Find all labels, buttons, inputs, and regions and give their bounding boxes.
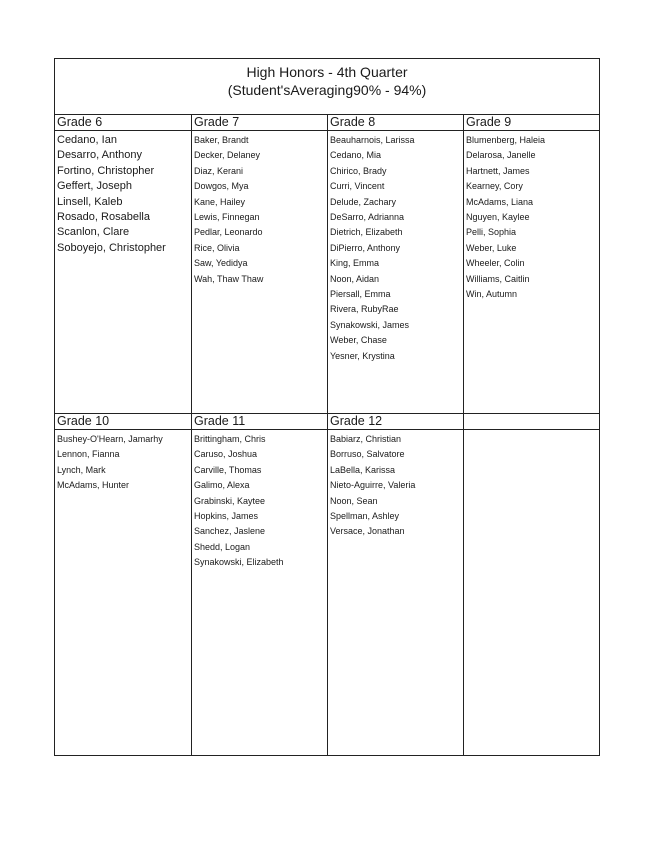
student-name: LaBella, Karissa (330, 464, 396, 475)
student-name: Weber, Chase (330, 335, 387, 346)
student-name: Noon, Aidan (330, 273, 380, 284)
student-name: Dowgos, Mya (194, 181, 249, 192)
student-name: Hartnett, James (466, 165, 530, 176)
student-name: Spellman, Ashley (330, 511, 400, 522)
student-name: Desarro, Anthony (57, 149, 142, 162)
student-name: Linsell, Kaleb (57, 195, 123, 208)
student-name: McAdams, Hunter (57, 480, 130, 491)
student-name: Synakowski, Elizabeth (194, 557, 284, 568)
student-name: Yesner, Krystina (330, 350, 395, 361)
student-name: Pelli, Sophia (466, 227, 517, 238)
grade-header: Grade 8 (328, 115, 463, 131)
student-name: Pedlar, Leonardo (194, 227, 263, 238)
student-name: Wheeler, Colin (466, 258, 525, 269)
student-name: Beauharnois, Larissa (330, 135, 415, 145)
grade-header: Grade 7 (192, 115, 327, 131)
student-name: Geffert, Joseph (57, 180, 133, 193)
student-list (192, 430, 327, 571)
student-name: Delarosa, Janelle (466, 150, 536, 161)
student-name: Nguyen, Kaylee (466, 212, 530, 223)
student-name: Chirico, Brady (330, 165, 387, 176)
title-line-2: (Student'sAveraging90% - 94%) (227, 82, 427, 98)
student-name: DeSarro, Adrianna (330, 212, 405, 223)
grade-column (192, 413, 328, 755)
student-name: Rosado, Rosabella (57, 211, 150, 224)
student-list (192, 131, 327, 287)
empty-cell (464, 413, 600, 755)
student-name: Shedd, Logan (194, 541, 251, 552)
grade-header: Grade 12 (328, 414, 463, 430)
student-name: Lennon, Fianna (57, 449, 120, 460)
student-name: Synakowski, James (330, 319, 410, 330)
student-name: Williams, Caitlin (466, 273, 530, 284)
student-name: Kearney, Cory (466, 181, 523, 192)
student-name: Noon, Sean (330, 495, 378, 506)
grade-header: Grade 9 (464, 115, 600, 131)
grade-column (328, 413, 464, 755)
grade-column (464, 115, 600, 413)
student-name: Brittingham, Chris (194, 434, 266, 444)
student-name: Curri, Vincent (330, 181, 385, 192)
student-name: DiPierro, Anthony (330, 242, 401, 253)
student-name: Saw, Yedidya (194, 258, 248, 269)
student-name: Wah, Thaw Thaw (194, 273, 264, 284)
student-name: Sanchez, Jaslene (194, 526, 266, 537)
student-list (328, 131, 463, 364)
student-list (55, 131, 191, 256)
student-name: Win, Autumn (466, 289, 518, 300)
student-name: Babiarz, Christian (330, 434, 402, 444)
student-name: Baker, Brandt (194, 135, 249, 145)
student-name: Galimo, Alexa (194, 480, 250, 491)
student-name: Blumenberg, Haleia (466, 135, 546, 145)
student-name: King, Emma (330, 258, 380, 269)
student-name: Weber, Luke (466, 242, 517, 253)
student-name: Hopkins, James (194, 511, 259, 522)
student-name: Cedano, Mia (330, 150, 382, 161)
student-name: Rivera, RubyRae (330, 304, 399, 315)
student-name: Piersall, Emma (330, 289, 391, 300)
student-name: Soboyejo, Christopher (57, 241, 166, 254)
student-name: Lewis, Finnegan (194, 212, 260, 223)
grade-header: Grade 10 (55, 414, 191, 430)
student-name: Dietrich, Elizabeth (330, 227, 403, 238)
student-name: Cedano, Ian (57, 134, 117, 146)
student-name: Borruso, Salvatore (330, 449, 405, 460)
grade-column (328, 115, 464, 413)
student-name: Delude, Zachary (330, 196, 397, 207)
student-name: Nieto-Aguirre, Valeria (330, 480, 416, 491)
grade-header: Grade 6 (55, 115, 191, 131)
grade-column (192, 115, 328, 413)
student-name: Lynch, Mark (57, 464, 106, 475)
student-name: Carville, Thomas (194, 464, 262, 475)
student-name: Decker, Delaney (194, 150, 261, 161)
grade-column (55, 115, 192, 413)
student-name: Kane, Hailey (194, 196, 246, 207)
title-line-1: High Honors - 4th Quarter (246, 64, 408, 80)
student-name: Scanlon, Clare (57, 226, 130, 239)
student-name: Bushey-O'Hearn, Jamarhy (57, 434, 163, 444)
student-name: Versace, Jonathan (330, 526, 405, 537)
student-name: Fortino, Christopher (57, 164, 155, 177)
student-list (464, 131, 600, 302)
honor-roll-table (54, 58, 600, 756)
empty-header (464, 414, 600, 430)
student-name: Grabinski, Kaytee (194, 495, 266, 506)
student-name: McAdams, Liana (466, 196, 534, 207)
student-name: Diaz, Kerani (194, 165, 244, 176)
grade-header: Grade 11 (192, 414, 327, 430)
table-title (55, 59, 599, 115)
grade-column (55, 413, 192, 755)
student-name: Rice, Olivia (194, 242, 240, 253)
student-list (328, 430, 463, 540)
student-name: Caruso, Joshua (194, 449, 258, 460)
student-list (55, 430, 191, 494)
